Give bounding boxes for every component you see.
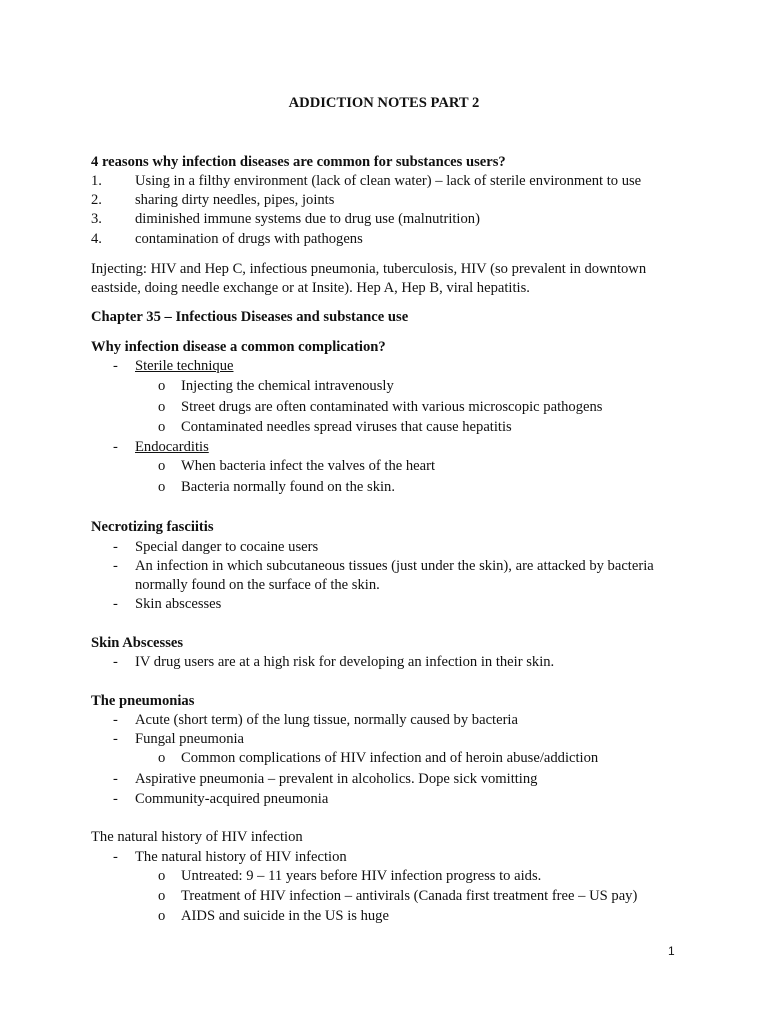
list-item: Using in a filthy environment (lack of clean water) – lack of sterile environment to use	[135, 173, 642, 189]
sub-item: Contaminated needles spread viruses that cause hepatitis	[181, 419, 512, 435]
hiv-heading: The natural history of HIV infection	[91, 829, 303, 845]
dash-bullet: -	[113, 731, 118, 747]
list-number: 1.	[91, 173, 102, 189]
sub-item: Common complications of HIV infection and of heroin abuse/addiction	[181, 750, 599, 766]
pneumonias-heading: The pneumonias	[91, 693, 195, 709]
dash-bullet: -	[113, 712, 118, 728]
chapter-heading: Chapter 35 – Infectious Diseases and substance use	[91, 309, 409, 325]
endocarditis-label: Endocarditis	[135, 439, 209, 455]
list-item: Aspirative pneumonia – prevalent in alcoholics. Dope sick vomitting	[135, 771, 538, 787]
skin-abscesses-heading: Skin Abscesses	[91, 635, 184, 651]
list-item: Acute (short term) of the lung tissue, normally caused by bacteria	[135, 712, 518, 728]
dash-bullet: -	[113, 596, 118, 612]
necrotizing-heading: Necrotizing fasciitis	[91, 519, 214, 535]
dash-bullet: -	[113, 791, 118, 807]
list-number: 2.	[91, 192, 102, 208]
sub-item: Injecting the chemical intravenously	[181, 378, 394, 394]
sub-bullet: o	[158, 908, 166, 924]
sub-item: Treatment of HIV infection – antivirals (Canada first treatment free – US pay)	[181, 888, 638, 904]
list-number: 4.	[91, 231, 102, 247]
dash-bullet: -	[113, 558, 118, 574]
sub-bullet: o	[158, 750, 166, 766]
sub-bullet: o	[158, 888, 166, 904]
dash-bullet: -	[113, 439, 118, 455]
dash-bullet: -	[113, 654, 118, 670]
sub-bullet: o	[158, 868, 166, 884]
sub-item: Bacteria normally found on the skin.	[181, 479, 395, 495]
injecting-paragraph-line: Injecting: HIV and Hep C, infectious pneumonia, tuberculosis, HIV (so prevalent in downtown	[91, 261, 647, 277]
sterile-technique-label: Sterile technique	[135, 358, 234, 374]
dash-bullet: -	[113, 771, 118, 787]
list-item: contamination of drugs with pathogens	[135, 231, 363, 247]
page-number: 1	[668, 944, 675, 958]
list-item: An infection in which subcutaneous tissues (just under the skin), are attacked by bacteria	[135, 558, 654, 574]
sub-bullet: o	[158, 458, 166, 474]
sub-bullet: o	[158, 378, 166, 394]
sub-item: Street drugs are often contaminated with various microscopic pathogens	[181, 399, 603, 415]
list-item: Community-acquired pneumonia	[135, 791, 329, 807]
why-heading: Why infection disease a common complication?	[91, 339, 386, 355]
reasons-heading: 4 reasons why infection diseases are common for substances users?	[91, 154, 506, 170]
sub-bullet: o	[158, 399, 166, 415]
page-title: ADDICTION NOTES PART 2	[288, 95, 480, 111]
list-item: IV drug users are at a high risk for developing an infection in their skin.	[135, 654, 555, 670]
sub-item: AIDS and suicide in the US is huge	[181, 908, 389, 924]
dash-bullet: -	[113, 849, 118, 865]
dash-bullet: -	[113, 539, 118, 555]
sub-item: Untreated: 9 – 11 years before HIV infection progress to aids.	[181, 868, 542, 884]
sub-bullet: o	[158, 419, 166, 435]
sub-item: When bacteria infect the valves of the heart	[181, 458, 436, 474]
list-item: diminished immune systems due to drug use (malnutrition)	[135, 211, 480, 227]
list-item: Special danger to cocaine users	[135, 539, 319, 555]
list-item: sharing dirty needles, pipes, joints	[135, 192, 335, 208]
sub-bullet: o	[158, 479, 166, 495]
list-item-continuation: normally found on the surface of the skin.	[135, 577, 380, 593]
list-item: Fungal pneumonia	[135, 731, 245, 747]
list-item: The natural history of HIV infection	[135, 849, 347, 865]
list-item: Skin abscesses	[135, 596, 222, 612]
injecting-paragraph-line: eastside, doing needle exchange or at Insite). Hep A, Hep B, viral hepatitis.	[91, 280, 530, 296]
dash-bullet: -	[113, 358, 118, 374]
list-number: 3.	[91, 211, 102, 227]
